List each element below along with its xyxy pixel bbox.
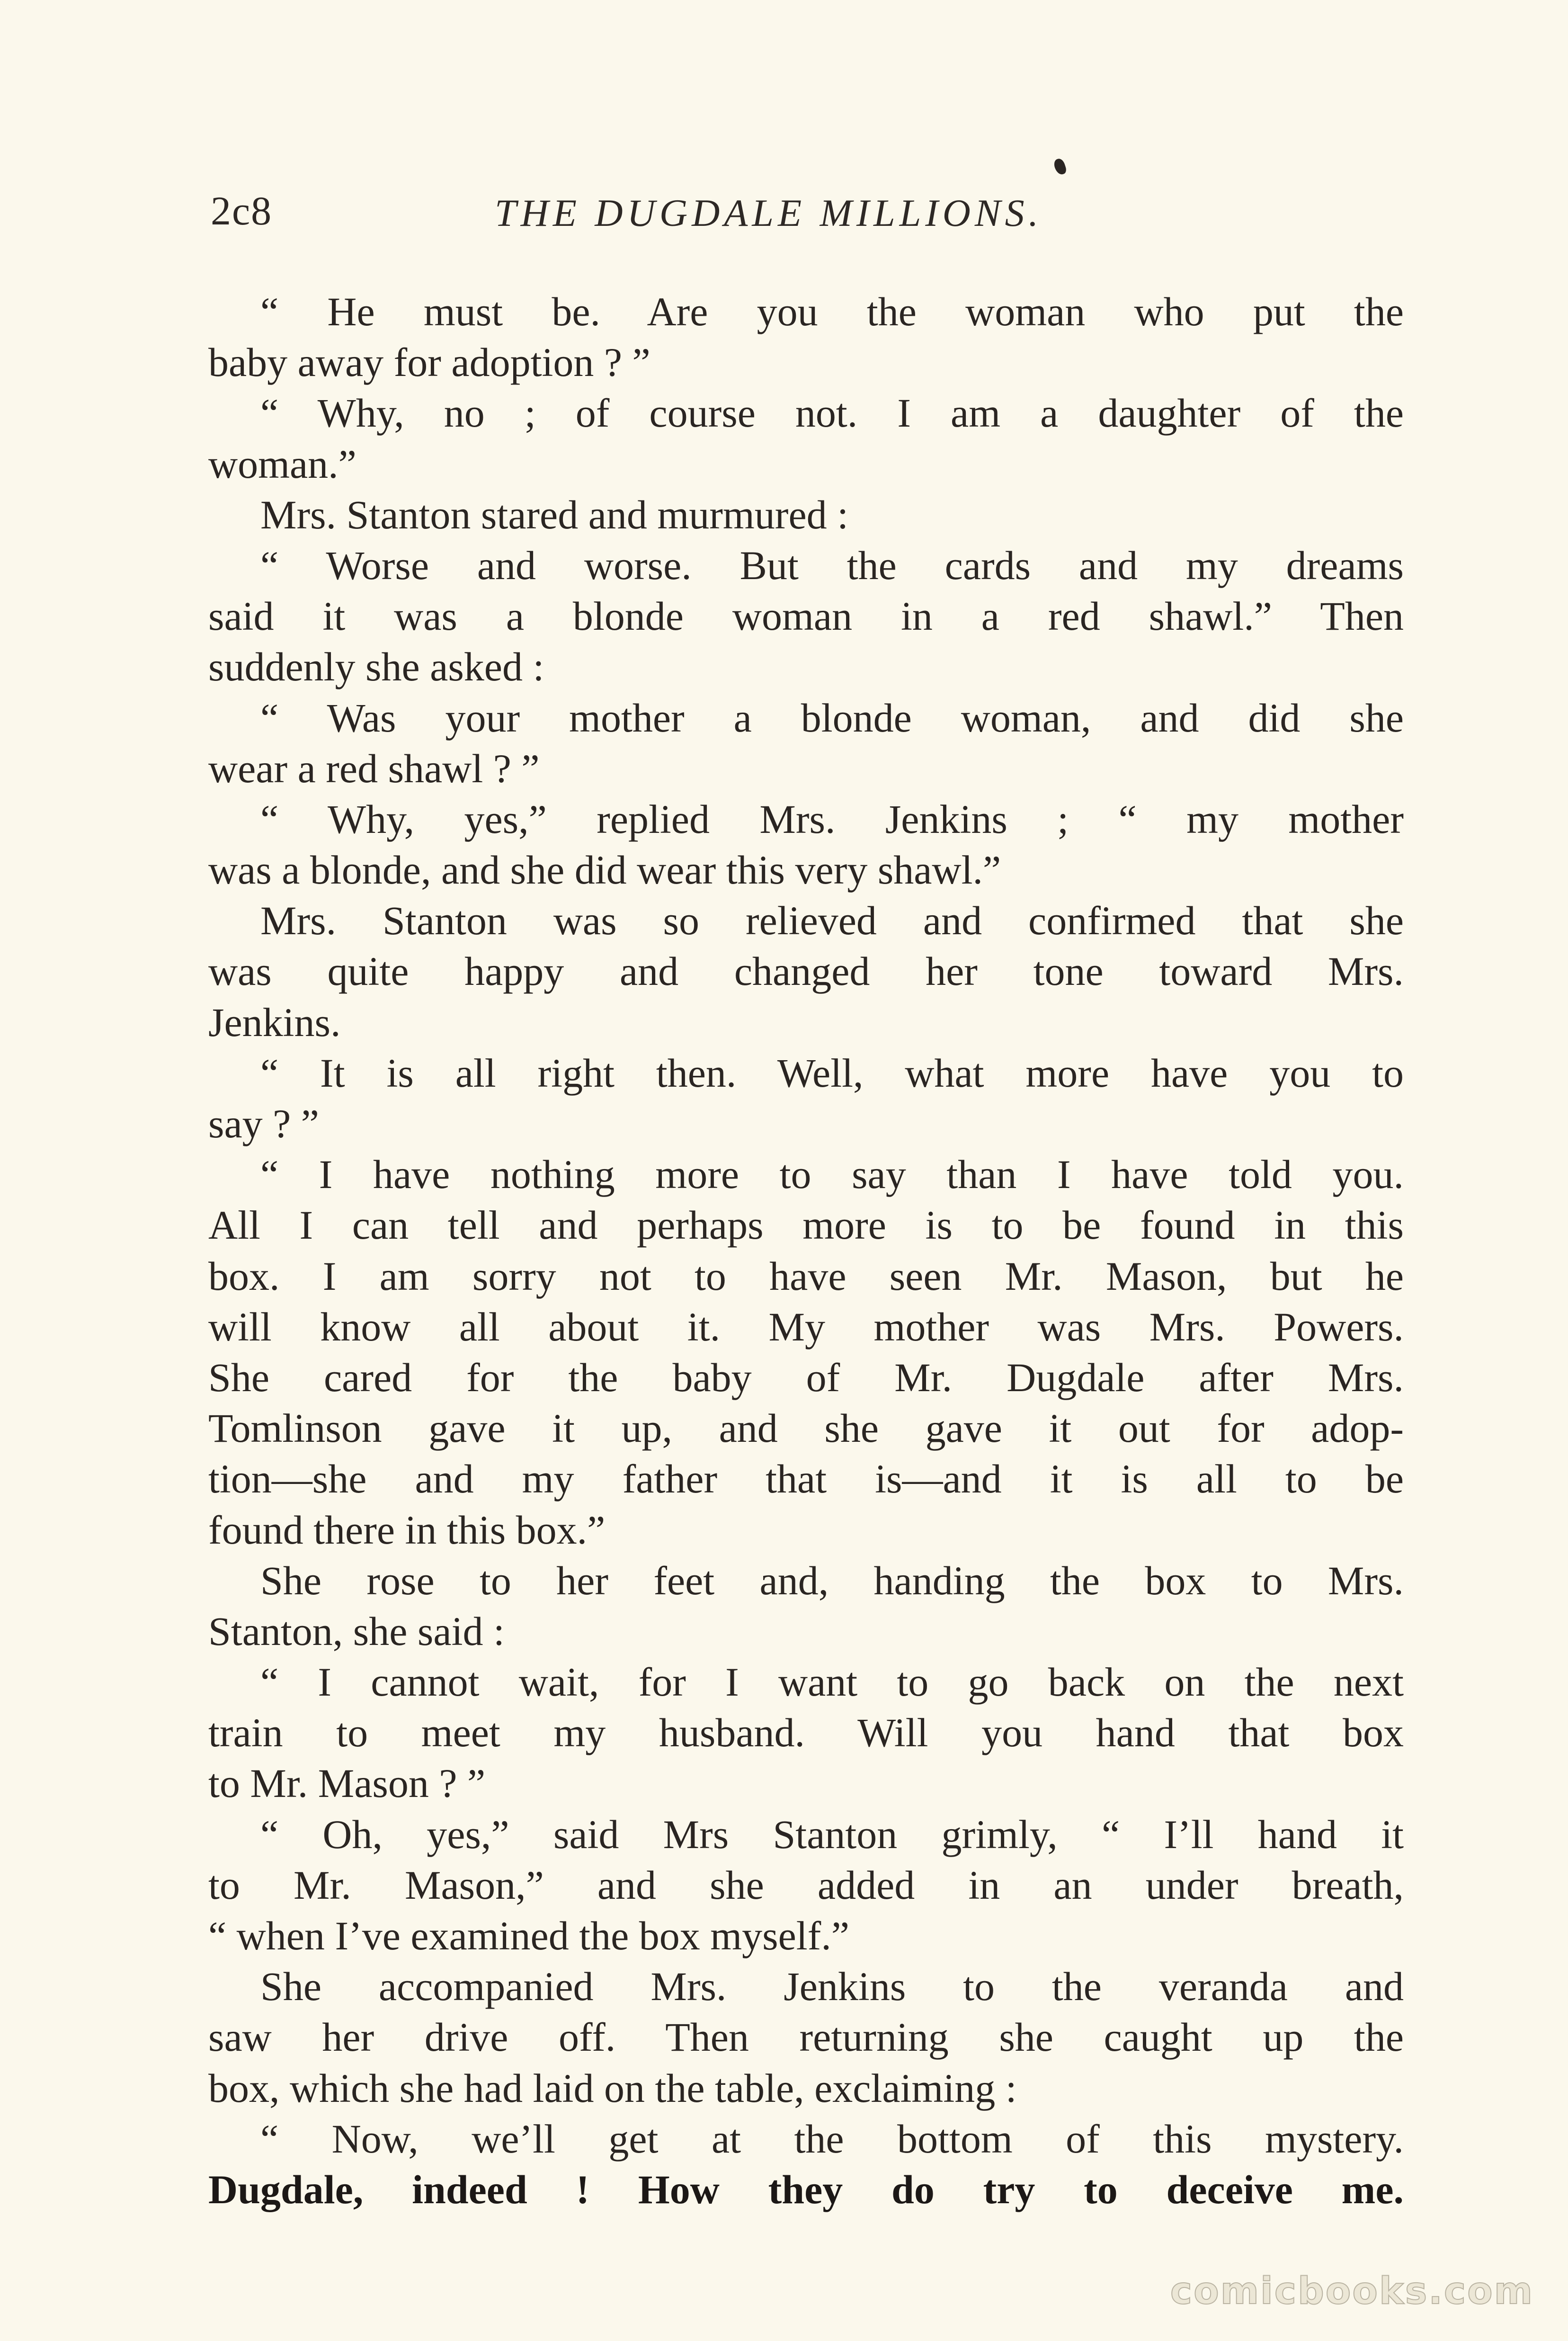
text-line: She cared for the baby of Mr. Dugdale after Mrs.: [208, 1354, 1404, 1400]
text-line: “ It is all right then. Well, what more have you to: [260, 1050, 1404, 1096]
page-number: 2c8: [211, 188, 273, 233]
text-line: found there in this box.”: [208, 1507, 606, 1553]
text-line: tion—she and my father that is—and it is all to be: [208, 1456, 1404, 1502]
text-line: was quite happy and changed her tone toward Mrs.: [208, 948, 1404, 994]
text-line: suddenly she asked :: [208, 644, 544, 690]
text-line: box, which she had laid on the table, exclaiming :: [208, 2065, 1017, 2111]
text-line: She rose to her feet and, handing the box to Mrs.: [260, 1557, 1404, 1603]
ink-speck: [1052, 157, 1067, 176]
text-line: “ Why, no ; of course not. I am a daughter of the: [260, 390, 1404, 436]
text-line: “ Worse and worse. But the cards and my dreams: [260, 542, 1404, 588]
text-line: “ when I’ve examined the box myself.”: [208, 1913, 849, 1958]
text-line: Tomlinson gave it up, and she gave it out for adop-: [208, 1405, 1404, 1451]
text-line: say ? ”: [208, 1101, 319, 1146]
text-line: to Mr. Mason ? ”: [208, 1760, 486, 1806]
text-line: “ Was your mother a blonde woman, and did she: [260, 695, 1404, 741]
text-line: “ He must be. Are you the woman who put the: [260, 289, 1404, 334]
text-line: Stanton, she said :: [208, 1608, 505, 1654]
page-header: [211, 187, 1404, 249]
text-line: Mrs. Stanton stared and murmured :: [260, 491, 849, 537]
text-line: She accompanied Mrs. Jenkins to the veranda and: [260, 1964, 1404, 2010]
text-line: Jenkins.: [208, 999, 341, 1045]
text-line: “ Oh, yes,” said Mrs Stanton grimly, “ I’ll hand it: [260, 1811, 1404, 1857]
text-line: wear a red shawl ? ”: [208, 745, 540, 791]
watermark: comicbooks.com: [1170, 2270, 1534, 2313]
text-line: Mrs. Stanton was so relieved and confirmed that she: [260, 898, 1404, 944]
text-line: to Mr. Mason,” and she added in an under breath,: [208, 1862, 1404, 1908]
text-line: baby away for adoption ? ”: [208, 340, 650, 385]
text-line: woman.”: [208, 441, 356, 487]
text-line: will know all about it. My mother was Mrs. Powers.: [208, 1304, 1404, 1349]
text-line: box. I am sorry not to have seen Mr. Mason, but he: [208, 1253, 1404, 1299]
text-line: was a blonde, and she did wear this very shawl.”: [208, 847, 1001, 893]
text-line: said it was a blonde woman in a red shawl.” Then: [208, 593, 1404, 639]
text-line: saw her drive off. Then returning she caught up the: [208, 2014, 1404, 2060]
text-line: Dugdale, indeed ! How they do try to deceive me.: [208, 2166, 1404, 2212]
body-text: [208, 286, 1404, 2215]
text-line: “ Why, yes,” replied Mrs. Jenkins ; “ my mother: [260, 796, 1404, 842]
text-line: “ Now, we’ll get at the bottom of this mystery.: [260, 2116, 1404, 2162]
running-title: THE DUGDALE MILLIONS.: [495, 191, 1043, 234]
text-line: “ I have nothing more to say than I have told you.: [260, 1152, 1404, 1197]
text-line: All I can tell and perhaps more is to be found in this: [208, 1202, 1404, 1248]
text-line: “ I cannot wait, for I want to go back on the next: [260, 1659, 1404, 1705]
text-line: train to meet my husband. Will you hand that box: [208, 1710, 1404, 1756]
